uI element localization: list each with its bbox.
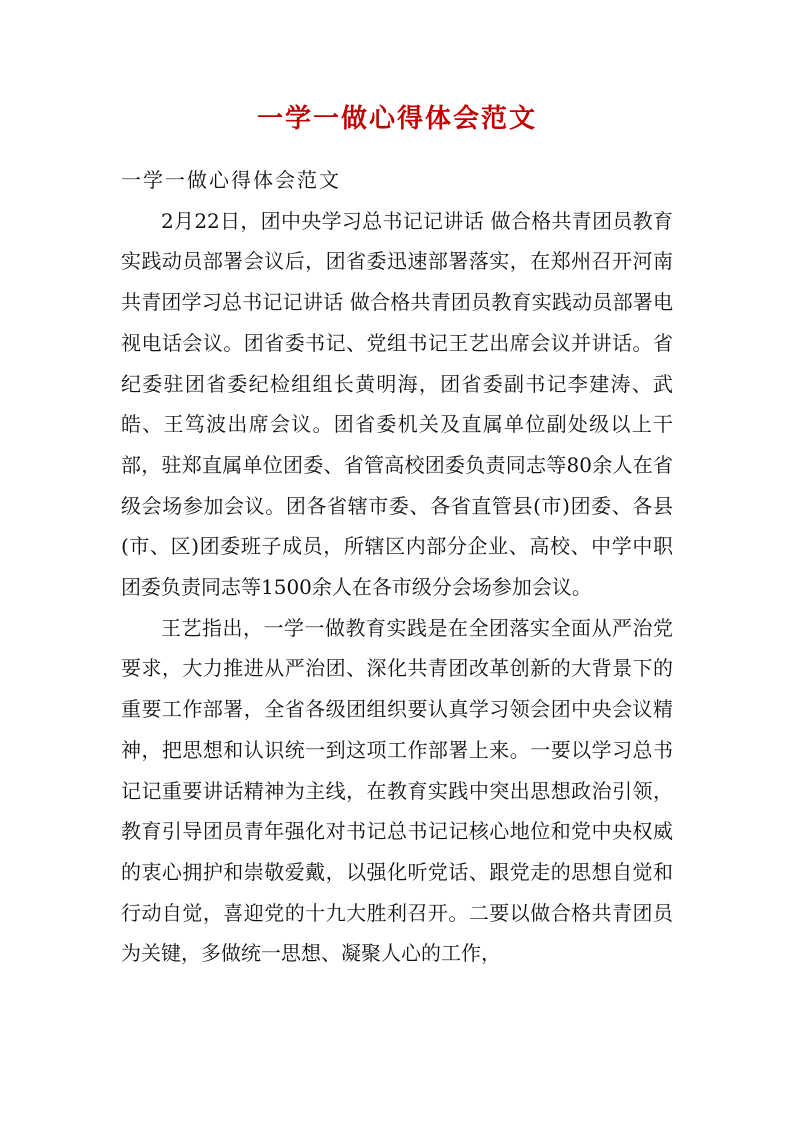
document-body <box>121 160 673 974</box>
paragraph-2: 王艺指出，一学一做教育实践是在全团落实全面从严治党要求，大力推进从严治团、深化共青团改革创新的大背景下的重要工作部署，全省各级团组织要认真学习领会团中央会议精神，把思想和认识统一到这项工作部署上来。一要以学习总书记记重要讲话精神为主线，在教育实践中突出思想政治引领，教育引导团员青年强化对书记总书记记核心地位和党中央权威的衷心拥护和崇敬爱戴，以强化听党话、跟党走的思想自觉和行动自觉，喜迎党的十九大胜利召开。二要以做合格共青团员为关键，多做统一思想、凝聚人心的工作， <box>121 615 673 966</box>
document-subtitle: 一学一做心得体会范文 <box>121 168 341 192</box>
paragraph-1: 2月22日，团中央学习总书记记讲话 做合格共青团员教育实践动员部署会议后，团省委迅速部署落实，在郑州召开河南共青团学习总书记记讲话 做合格共青团员教育实践动员部署电视电话会议。团省委书记、党组书记王艺出席会议并讲话。省纪委驻团省委纪检组组长黄明海，团省委副书记李建涛、武皓、王笃波出席会议。团省委机关及直属单位副处级以上干部，驻郑直属单位团委、省管高校团委负责同志等80余人在省级会场参加会议。团各省辖市委、各省直管县(市)团委、各县(市、区)团委班子成员，所辖区内部分企业、高校、中学中职团委负责同志等1500余人在各市级分会场参加会议。 <box>121 208 673 600</box>
document-title: 一学一做心得体会范文 <box>256 104 537 134</box>
